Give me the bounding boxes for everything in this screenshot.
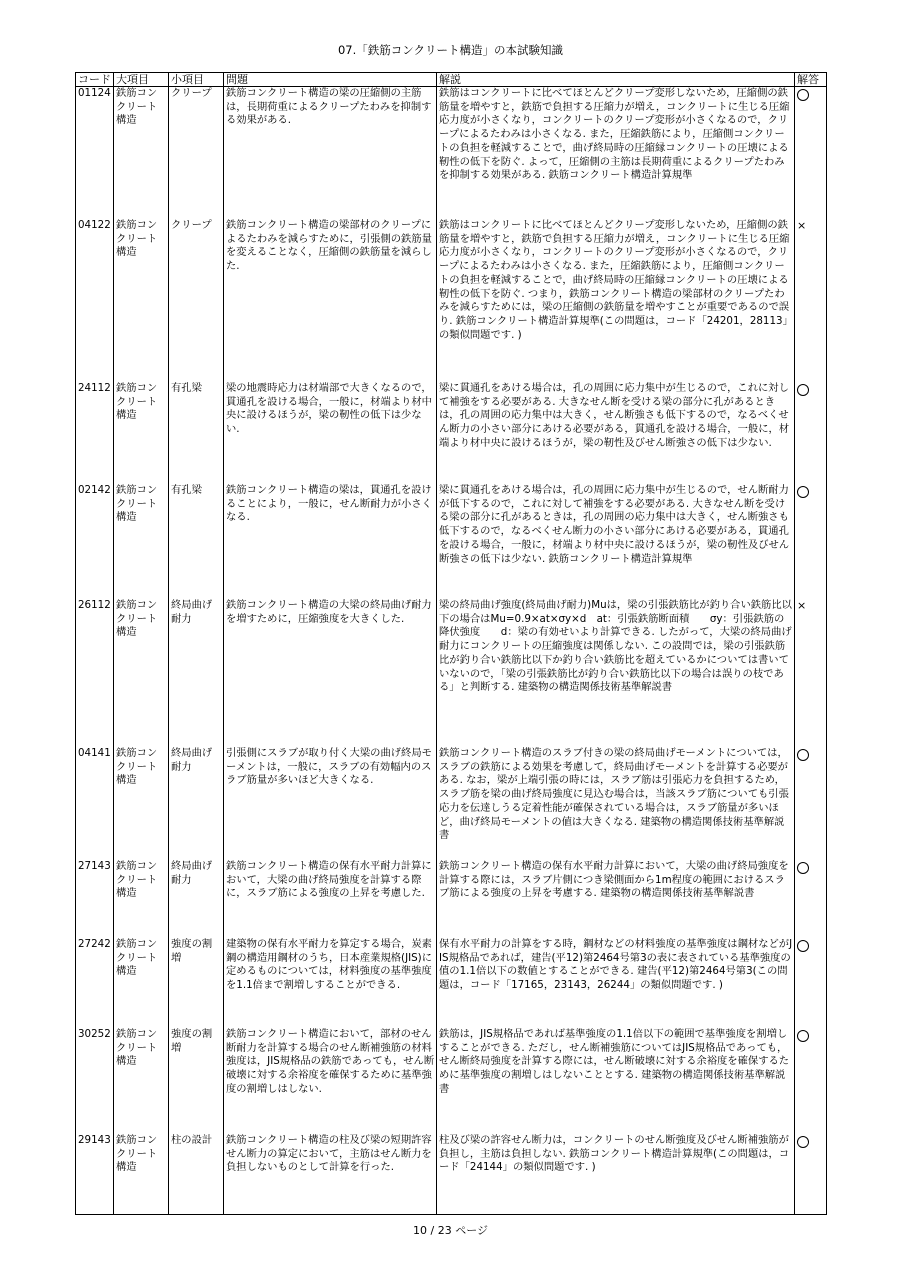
table-row <box>76 938 827 1028</box>
header-row <box>76 73 827 87</box>
table-row <box>76 87 827 220</box>
cell-mondai: 梁の地震時応力は材端部で大きくなるので，貫通孔を設ける場合，一般に，材端より材中央に設けるほうが，梁の靭性の低下は少ない. <box>224 382 437 484</box>
cell-sho: クリープ <box>169 219 224 382</box>
header-dai: 大項目 <box>114 73 169 87</box>
cell-dai: 鉄筋コンクリート構造 <box>114 938 169 1028</box>
answer-correct-icon <box>797 862 809 874</box>
cell-sho: 終局曲げ耐力 <box>169 747 224 860</box>
cell-dai: 鉄筋コンクリート構造 <box>114 599 169 747</box>
answer-correct-icon <box>797 1136 809 1148</box>
cell-dai: 鉄筋コンクリート構造 <box>114 219 169 382</box>
cell-kaisetsu: 柱及び梁の許容せん断力は，コンクリートのせん断強度及びせん断補強筋が負担し，主筋は負担しない. 鉄筋コンクリート構造計算規準(この問題は，コード「24144」の類似問題です. ) <box>437 1134 795 1215</box>
table-row <box>76 1028 827 1134</box>
cell-mondai: 鉄筋コンクリート構造において，部材のせん断耐力を計算する場合のせん断補強筋の材料強度は，JIS規格品の鉄筋であっても，せん断破壊に対する余裕度を確保するために基準強度の割増しはしない. <box>224 1028 437 1134</box>
table-row <box>76 382 827 484</box>
cell-code: 04122 <box>76 219 114 382</box>
cell-kaisetsu: 保有水平耐力の計算をする時，鋼材などの材料強度の基準強度は鋼材などがJIS規格品であれば，建告(平12)第2464号第3の表に表されている基準強度の值の1.1倍以下の数値とすることができる. 建告(平12)第2464号第3(この問題は，コード「17165，23143，26244」の類似問題です. ) <box>437 938 795 1028</box>
question-table <box>75 72 827 1215</box>
cell-code: 29143 <box>76 1134 114 1215</box>
cell-sho: 終局曲げ耐力 <box>169 860 224 938</box>
cell-dai: 鉄筋コンクリート構造 <box>114 484 169 599</box>
cell-mondai: 鉄筋コンクリート構造の柱及び梁の短期許容せん断力の算定において，主筋はせん断力を負担しないものとして計算を行った. <box>224 1134 437 1215</box>
cell-code: 27143 <box>76 860 114 938</box>
cell-code: 01124 <box>76 87 114 220</box>
table-row <box>76 1134 827 1215</box>
cell-kaisetsu: 梁の終局曲げ強度(終局曲げ耐力)Muは，梁の引張鉄筋比が釣り合い鉄筋比以下の場合はMu=0.9×at×σy×d at：引張鉄筋断面積 σy：引張鉄筋の降伏強度 d：梁の有効せいより計算できる. したがって，大梁の終局曲げ耐力にコンクリートの圧縮強度は関係しない. この設問では，梁の引張鉄筋比が釣り合い鉄筋比以下か釣り合い鉄筋比を超えているかについては書いていないので，「梁の引張鉄筋比が釣り合い鉄筋比以下の場合は誤りの枝である」と判断する. 建築物の構造関係技術基準解説書 <box>437 599 795 747</box>
cell-kaito <box>795 599 827 747</box>
cell-mondai: 建築物の保有水平耐力を算定する場合，炭素鋼の構造用鋼材のうち，日本産業規格(JIS)に定めるものについては，材料強度の基準強度を1.1倍まで割増しすることができる. <box>224 938 437 1028</box>
answer-correct-icon <box>797 89 809 101</box>
header-kaisetsu: 解説 <box>437 73 795 87</box>
answer-correct-icon <box>797 1030 809 1042</box>
cell-kaito <box>795 1028 827 1134</box>
answer-correct-icon <box>797 486 809 498</box>
cell-sho: 有孔梁 <box>169 382 224 484</box>
cell-dai: 鉄筋コンクリート構造 <box>114 1028 169 1134</box>
cell-kaito <box>795 938 827 1028</box>
cell-kaisetsu: 鉄筋コンクリート構造のスラブ付きの梁の終局曲げモーメントについては，スラブの鉄筋による効果を考慮して，終局曲げモーメントを計算する必要がある. なお，梁が上端引張の時には，スラブ筋は引張応力を負担するため，スラブ筋を梁の曲げ終局強度に見込む場合は，当該スラブ筋についても引張応力を伝達しうる定着性能が確保されている場合は，スラブ筋量が多いほど，曲げ終局モーメントの値は大きくなる. 建築物の構造関係技術基準解説書 <box>437 747 795 860</box>
cell-sho: 強度の割増 <box>169 938 224 1028</box>
answer-correct-icon <box>797 384 809 396</box>
cell-code: 02142 <box>76 484 114 599</box>
cell-dai: 鉄筋コンクリート構造 <box>114 87 169 220</box>
cell-kaito <box>795 747 827 860</box>
cell-kaisetsu: 鉄筋はコンクリートに比べてほとんどクリープ変形しないため，圧縮側の鉄筋量を増やすと，鉄筋で負担する圧縮力が増え，コンクリートに生じる圧縮応力度が小さくなり，コンクリートのクリープ変形が小さくなるので，クリープによるたわみは小さくなる. また，圧縮鉄筋により，圧縮側コンクリートの負担を軽減することで，曲げ終局時の圧縮縁コンクリートの圧壊による靭性の低下を防ぐ. つまり，鉄筋コンクリート構造の梁部材のクリープたわみを減らすためには，梁の圧縮側の鉄筋量を増やすことが重要であるので誤り. 鉄筋コンクリート構造計算規準(この問題は，コード「24201，28113」の類似問題です. ) <box>437 219 795 382</box>
cell-kaito <box>795 484 827 599</box>
cell-dai: 鉄筋コンクリート構造 <box>114 860 169 938</box>
cell-sho: 終局曲げ耐力 <box>169 599 224 747</box>
cell-sho: 柱の設計 <box>169 1134 224 1215</box>
cell-mondai: 鉄筋コンクリート構造の保有水平耐力計算において，大梁の曲げ終局強度を計算する際に，スラブ筋による強度の上昇を考慮した. <box>224 860 437 938</box>
cell-kaito <box>795 87 827 220</box>
cell-code: 04141 <box>76 747 114 860</box>
cell-sho: クリープ <box>169 87 224 220</box>
cell-kaito <box>795 1134 827 1215</box>
cell-mondai: 引張側にスラブが取り付く大梁の曲げ終局モーメントは，一般に，スラブの有効幅内のスラブ筋量が多いほど大きくなる. <box>224 747 437 860</box>
cell-dai: 鉄筋コンクリート構造 <box>114 1134 169 1215</box>
cell-code: 30252 <box>76 1028 114 1134</box>
cell-sho: 強度の割増 <box>169 1028 224 1134</box>
answer-correct-icon <box>797 749 809 761</box>
cell-mondai: 鉄筋コンクリート構造の梁の圧縮側の主筋は，長期荷重によるクリープたわみを抑制する効果がある. <box>224 87 437 220</box>
table-row <box>76 860 827 938</box>
cell-kaisetsu: 鉄筋は，JIS規格品であれば基準強度の1.1倍以下の範囲で基準強度を割増しすることができる. ただし，せん断補強筋についてはJIS規格品であっても，せん断終局強度を計算する際には，せん断破壊に対する余裕度を確保するために基準強度の割増しはしないこととする. 建築物の構造関係技術基準解説書 <box>437 1028 795 1134</box>
table-row <box>76 219 827 382</box>
answer-correct-icon <box>797 940 809 952</box>
answer-incorrect-icon: × <box>797 599 807 612</box>
table-row <box>76 599 827 747</box>
table-row <box>76 747 827 860</box>
answer-incorrect-icon: × <box>797 219 807 232</box>
cell-mondai: 鉄筋コンクリート構造の梁は，貫通孔を設けることにより，一般に，せん断耐力が小さくなる. <box>224 484 437 599</box>
page-title: 07.「鉄筋コンクリート構造」の本試験知識 <box>337 43 564 57</box>
header-code: コード <box>76 73 114 87</box>
cell-kaito <box>795 219 827 382</box>
cell-sho: 有孔梁 <box>169 484 224 599</box>
header-kaito: 解答 <box>795 73 827 87</box>
cell-code: 27242 <box>76 938 114 1028</box>
cell-code: 24112 <box>76 382 114 484</box>
cell-mondai: 鉄筋コンクリート構造の大梁の終局曲げ耐力を増すために，圧縮強度を大きくした. <box>224 599 437 747</box>
cell-code: 26112 <box>76 599 114 747</box>
cell-kaito <box>795 382 827 484</box>
page-footer: 10 / 23 ページ <box>413 1224 488 1237</box>
cell-dai: 鉄筋コンクリート構造 <box>114 747 169 860</box>
table-row <box>76 484 827 599</box>
cell-kaisetsu: 梁に貫通孔をあける場合は，孔の周囲に応力集中が生じるので，これに対して補強をする必要がある. 大きなせん断を受ける梁の部分に孔があるときは，孔の周囲の応力集中は大きく，せん断強さも低下するので，なるべくせん断力の小さい部分にあける必要がある，貫通孔を設ける場合，一般に，材端より材中央に設けるほうが，梁の靭性及びせん断強さの低下は少ない. <box>437 382 795 484</box>
cell-kaito <box>795 860 827 938</box>
cell-dai: 鉄筋コンクリート構造 <box>114 382 169 484</box>
header-mondai: 問題 <box>224 73 437 87</box>
cell-kaisetsu: 梁に貫通孔をあける場合は，孔の周囲に応力集中が生じるので，せん断耐力が低下するので，これに対して補強をする必要がある. 大きなせん断を受ける梁の部分に孔があるときは，孔の周囲の応力集中は大きく，せん断強さも低下するので，なるべくせん断力の小さい部分にあける必要がある，貫通孔を設ける場合，一般に，材端より材中央に設けるほうが，梁の靭性及びせん断強さの低下は少ない. 鉄筋コンクリート構造計算規準 <box>437 484 795 599</box>
cell-mondai: 鉄筋コンクリート構造の梁部材のクリープによるたわみを減らすために，引張側の鉄筋量を変えることなく，圧縮側の鉄筋量を減らした. <box>224 219 437 382</box>
cell-kaisetsu: 鉄筋コンクリート構造の保有水平耐力計算において，大梁の曲げ終局強度を計算する際には，スラブ片側につき梁側面から1m程度の範囲におけるスラブ筋による強度の上昇を考慮する. 建築物の構造関係技術基準解説書 <box>437 860 795 938</box>
header-sho: 小項目 <box>169 73 224 87</box>
cell-kaisetsu: 鉄筋はコンクリートに比べてほとんどクリープ変形しないため，圧縮側の鉄筋量を増やすと，鉄筋で負担する圧縮力が増え，コンクリートに生じる圧縮応力度が小さくなり，コンクリートのクリープ変形が小さくなるので，クリープによるたわみは小さくなる. また，圧縮鉄筋により，圧縮側コンクリートの負担を軽減することで，曲げ終局時の圧縮縁コンクリートの圧壊による靭性の低下を防ぐ. よって，圧縮側の主筋は長期荷重によるクリープたわみを抑制する効果がある. 鉄筋コンクリート構造計算規準 <box>437 87 795 220</box>
